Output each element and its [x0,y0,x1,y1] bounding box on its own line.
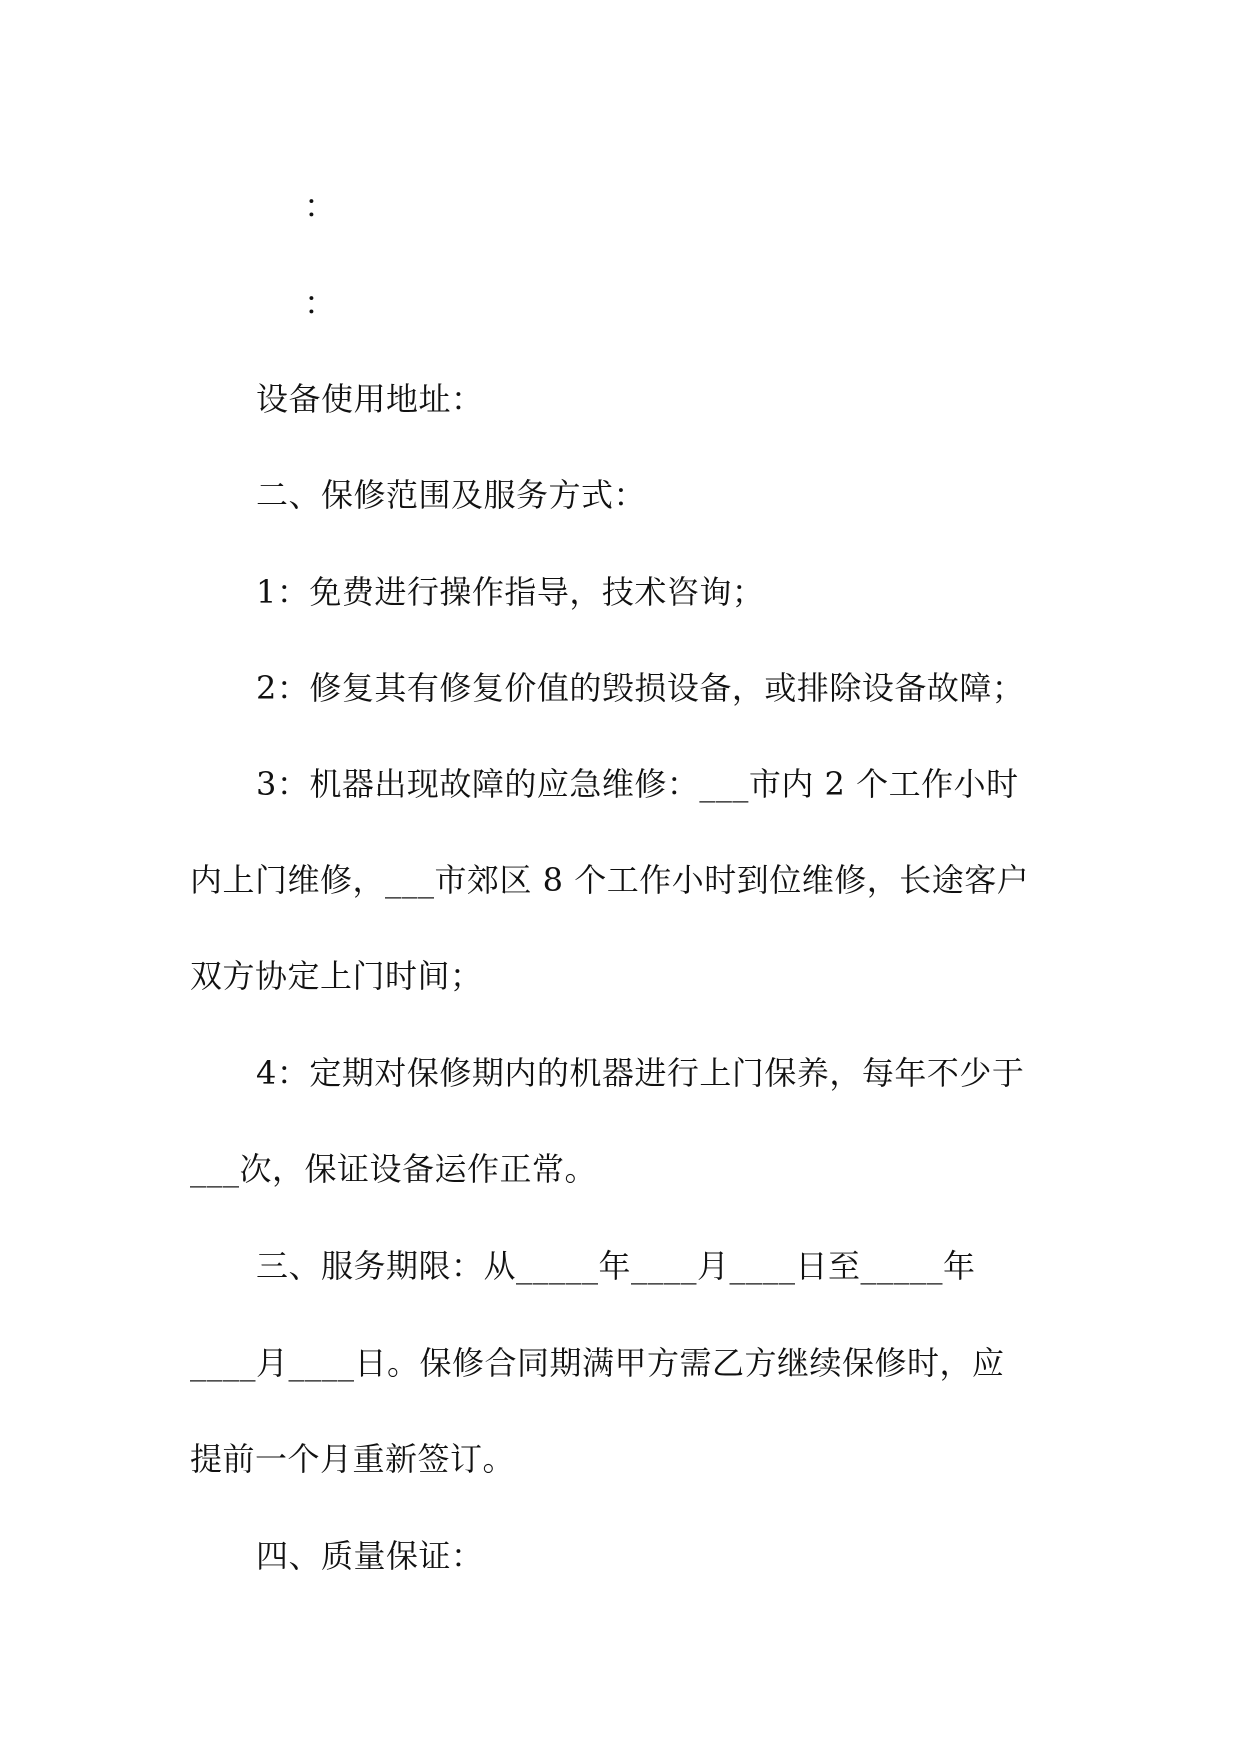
clause-2-4-line-2: ___次，保证设备运作正常。 [190,1150,598,1188]
section-2-heading: 二、保修范围及服务方式： [256,476,647,514]
clause-2-4-line-1: 4：定期对保修期内的机器进行上门保养，每年不少于 [256,1054,1025,1092]
section-3-line-2: ____月____日。保修合同期满甲方需乙方继续保修时，应 [190,1344,1005,1382]
equipment-address-label: 设备使用地址： [256,380,484,418]
clause-2-1: 1：免费进行操作指导，技术咨询； [256,573,765,611]
clause-2-3-line-3: 双方协定上门时间； [190,957,483,995]
section-4-heading: 四、质量保证： [256,1537,484,1575]
field-colon-1: ： [304,187,337,225]
section-3-line-1: 三、服务期限：从_____年____月____日至_____年 [256,1247,976,1285]
clause-2-3-line-1: 3：机器出现故障的应急维修：___市内 2 个工作小时 [256,765,1019,803]
clause-2-3-line-2: 内上门维修，___市郊区 8 个工作小时到位维修，长途客户 [190,861,1030,899]
section-3-line-3: 提前一个月重新签订。 [190,1440,516,1478]
field-colon-2: ： [304,284,337,322]
clause-2-2: 2：修复其有修复价值的毁损设备，或排除设备故障； [256,669,1025,707]
